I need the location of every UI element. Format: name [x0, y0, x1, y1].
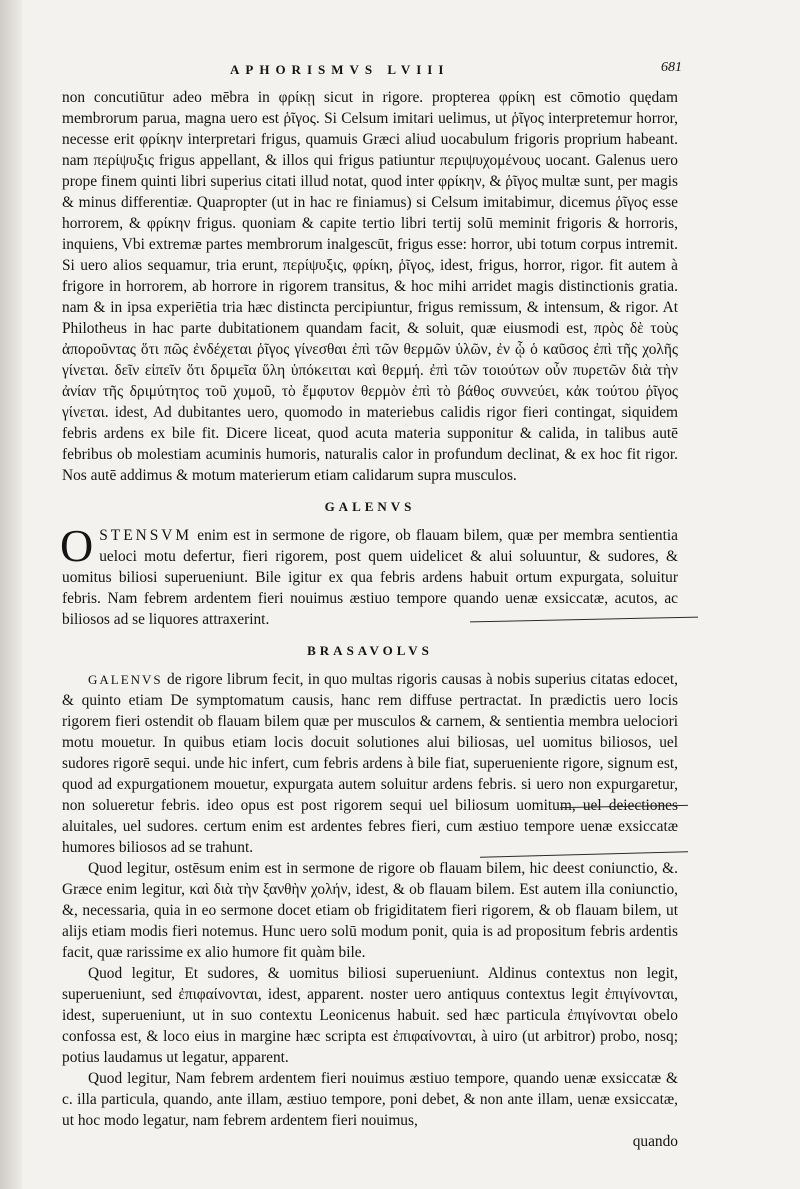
- running-head: APHORISMVS LVIII: [230, 62, 450, 77]
- galenus-text: enim est in sermone de rigore, ob flauam bilem, quæ per membra sentientia ueloci motu defertur, fieri rigorem, post quem uidelicet & alui soluuntur, & sudores, & uomitus biliosi superueniunt. Bile igitur ex qua febris ardens habuit ortum expurgata, soluitur febris. Nam febrem ardentem fieri nouimus æstiuo tempore quando uenæ exsiccatæ, acutos, ac biliosos ad se liquores attraxerint.: [62, 527, 678, 628]
- paragraph-galenus: [60, 520, 678, 630]
- paragraph-frigus-rigor: non concutiūtur adeo mēbra in φρίκῃ sicut in rigore. propterea φρίκη est cōmotio quędam membrorum parua, magna uero est ῥῖγος. Si Celsum imitari uelimus, ut ῥῖγος interpretemur horror, necesse erit φρίκην interpretari frigus, quamuis Græci aliud uocabulum frigoris proprium habeant. nam περίψυξις frigus appellant, & illos qui frigus patiuntur περιψυχομένους uocant. Galenus uero prope finem quinti libri superius citati illud notat, quod inter φρίκην, & ῥῖγος multæ sunt, per magis & minus differentiæ. Quapropter (ut in hac re finiamus) si Celsum imitabimur, dicemus ῥῖγος esse horrorem, & φρίκην frigus. quoniam & capite tertio libri tertij solū meminit frigoris & horroris, inquiens, Vbi extremæ partes membrorum inalgescūt, frigus esse: horror, ubi totum corpus intremit. Si uero alios sequamur, tria erunt, περίψυξις, φρίκη, ῥῖγος, idest, frigus, horror, rigor. fit autem à frigore in horrorem, ab horrore in rigorem transitus, & hoc mihi arridet magis distinctionis gratia. nam & in ipsa experiētia tria hæc distincta percipiuntur, frigus remissum, & intensum, & rigor. At Philotheus in hac parte dubitationem quandam facit, & soluit, quæ eiusmodi est, πρὸς δὲ τοὺς ἀπορoῦντας ὅτι πῶς ἐνδέχεται ῥῖγος γίνεσθαι ἐπὶ τῶν θερμῶν ὑλῶν, ἐν ᾧ ὁ καῦσος ἐπὶ τῆς χολῆς γίνεται. δεῖν εἰπεῖν ὅτι δριμεῖα ὕλη ὑπόκειται καὶ θερμή. ἐπὶ τῶν τοιούτων οὖν πυρετῶν διὰ τὴν ἀνίαν τῆς δριμύτητος τοῦ χυμοῦ, τὸ ἔμφυτον θερμὸν ἐπὶ τὸ βάθος συννεύει, κἀκ τούτου ῥῖγος γίνεται. idest, Ad dubitantes uero, quomodo in materiebus calidis rigor fieri contingat, siquidem febris ardens ex bile fit. Dicere liceat, quod acuta materia supponitur & calida, in talibus autē febribus ob molestiam acuminis humoris, naturalis calor in profundum declinat, & ex hoc fit rigor. Nos autē addimus & motum materierum etiam calidarum supra musculos.: [62, 89, 678, 484]
- paragraph-quod-legitur-1: Quod legitur, ostēsum enim est in sermone de rigore ob flauam bilem, hic deest coniunctio, &. Græce enim legitur, καὶ διὰ τὴν ξανθὴν χολήν, idest, & ob flauam bilem. Est autem illa coniunctio, &, necessaria, quia in eo sermone docet etiam ob frigiditatem fieri rigorem, & ob flauam bilem, ut alijs etiam modis fieri notemus. Hunc uero solū modum ponit, quia is ad propositum febris ardentis facit, quæ rarissime ex alio humore fit quàm bile.: [62, 860, 678, 961]
- catchword: quando: [632, 1133, 678, 1150]
- brasavolus-text: de rigore librum fecit, in quo multas rigoris causas à nobis superius citatas edocet, & quinto etiam De symptomatum causis, hanc rem diffuse pertractat. In prædictis uero locis rigorem fieri ostendit ob flauam bilem quæ per musculos & carnem, & sentientia membra uelociori motu mouetur. In quibus etiam locis docuit solutiones alui biliosas, uel uomitus biliosos, uel sudores rigorē sequi. unde hic infert, cum febris ardens à bile fiat, superueniente rigore, signum est, quod ad expurgationem mouetur, expurgata autem soluitur ardens febris. si uero non expurgaretur, non solueretur febris. ideo opus est post rigorem sequi uel biliosum uomitum, uel deiectiones aluitales, uel sudores. certum enim est ardentes febres fieri, cum æstiuo tempore uenæ exsiccatæ humores biliosos ad se trahunt.: [62, 671, 678, 856]
- page-number: 681: [661, 60, 682, 75]
- page-gutter-shadow: [0, 0, 22, 1189]
- section-heading-galenus: GALENVS: [324, 499, 416, 514]
- page-header: [60, 58, 680, 84]
- galenus-lead-word: STENSVM: [99, 527, 193, 544]
- drop-cap-initial: O: [60, 520, 94, 571]
- paragraph-quod-legitur-3: Quod legitur, Nam febrem ardentem fieri nouimus æstiuo tempore, quando uenæ exsiccatæ & c. illa particula, quando, ante illam, æstiuo tempore, poni debet, & non ante illam, uenæ exsiccatæ, ut hoc modo legatur, nam febrem ardentem fieri nouimus,: [62, 1070, 678, 1129]
- paragraph-quod-legitur-2: Quod legitur, Et sudores, & uomitus biliosi superueniunt. Aldinus contextus non legit, superueniunt, sed ἐπιφαίνονται, idest, apparent. noster uero antiquus contextus legit ἐπιγίνονται, idest, superueniunt, ut in suo contextu Leonicenus habuit. sed hæc particula ἐπιγίνονται obelo confossa est, & loco eius in margine hæc scripta est ἐπιφαίνονται, à uiro (ut arbitror) probo, nosq; potius laudamus ut legatur, apparent.: [62, 965, 678, 1066]
- section-heading-brasavolus: BRASAVOLVS: [307, 643, 433, 658]
- paragraph-brasavolus: [62, 669, 678, 858]
- brasavolus-lead-word: GALENVS: [88, 672, 163, 687]
